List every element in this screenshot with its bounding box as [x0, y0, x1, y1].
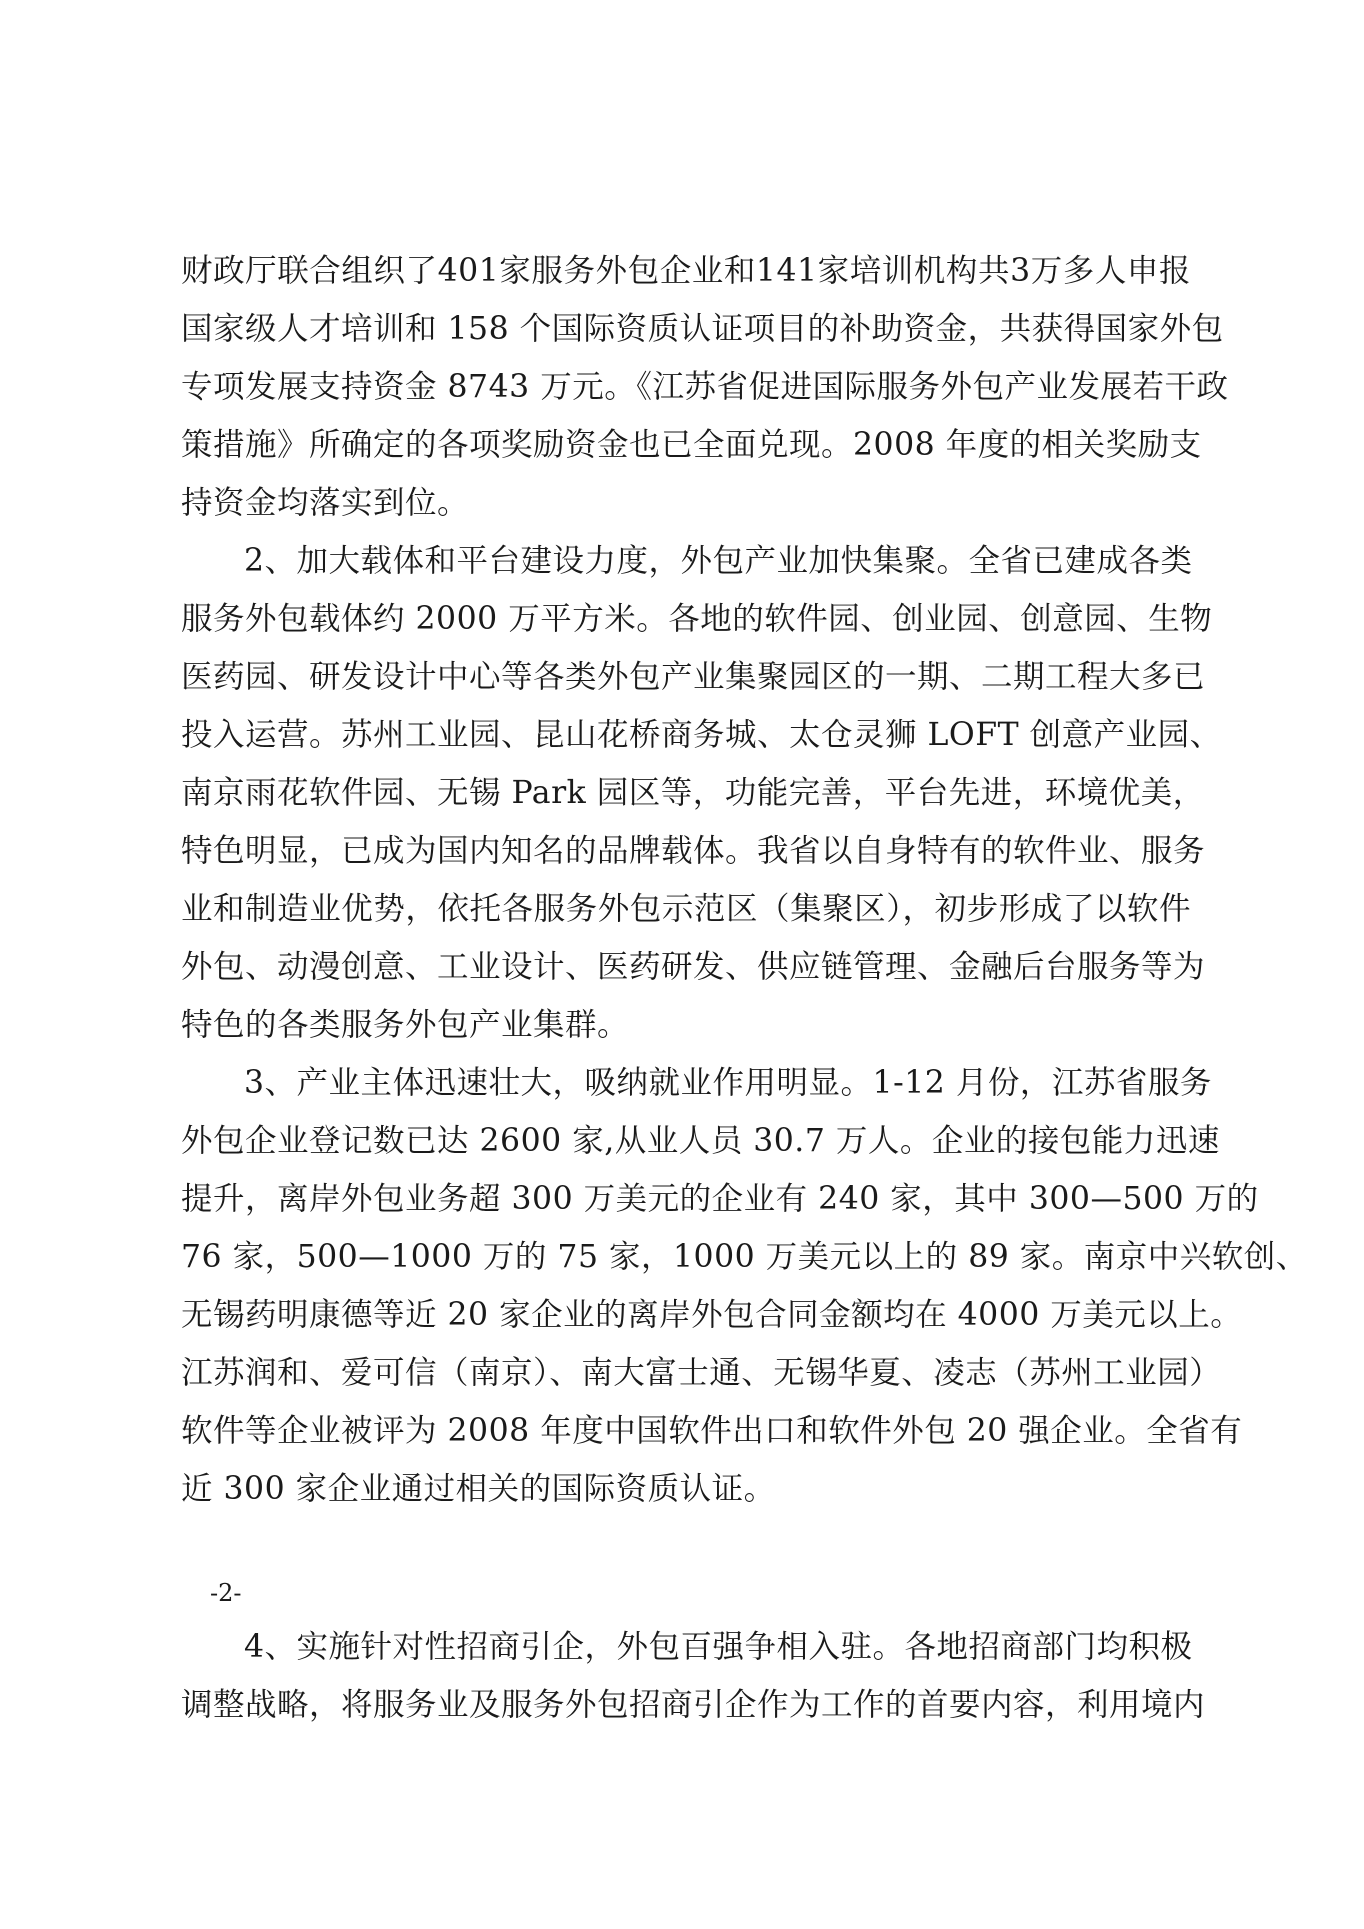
text-line: 特色的各类服务外包产业集群。 — [181, 1007, 630, 1043]
text-line: 江苏润和、爱可信（南京）、南大富士通、无锡华夏、凌志（苏州工业园） — [181, 1355, 1222, 1391]
text-line: 调整战略，将服务业及服务外包招商引企作为工作的首要内容，利用境内 — [181, 1687, 1206, 1723]
text-line: 服务外包载体约 2000 万平方米。各地的软件园、创业园、创意园、生物 — [181, 601, 1213, 637]
text-line: 软件等企业被评为 2008 年度中国软件出口和软件外包 20 强企业。全省有 — [181, 1413, 1243, 1449]
text-line: 投入运营。苏州工业园、昆山花桥商务城、太仓灵狮 LOFT 创意产业园、 — [181, 717, 1222, 753]
paragraph-start-line: 4、实施针对性招商引企，外包百强争相入驻。各地招商部门均积极 — [244, 1629, 1193, 1665]
text-line: 持资金均落实到位。 — [181, 485, 470, 521]
text-line: 特色明显，已成为国内知名的品牌载体。我省以自身特有的软件业、服务 — [181, 833, 1206, 869]
text-line: 业和制造业优势，依托各服务外包示范区（集聚区），初步形成了以软件 — [181, 891, 1191, 927]
text-line: 医药园、研发设计中心等各类外包产业集聚园区的一期、二期工程大多已 — [181, 659, 1206, 695]
text-line: 76 家，500—1000 万的 75 家，1000 万美元以上的 89 家。南京中兴软创、 — [181, 1239, 1308, 1275]
text-line: 提升，离岸外包业务超 300 万美元的企业有 240 家，其中 300—500 万的 — [181, 1181, 1259, 1217]
text-line: 南京雨花软件园、无锡 Park 园区等，功能完善，平台先进，环境优美， — [181, 775, 1205, 811]
text-line: 外包企业登记数已达 2600 家,从业人员 30.7 万人。企业的接包能力迅速 — [181, 1123, 1220, 1159]
text-line: 近 300 家企业通过相关的国际资质认证。 — [181, 1471, 776, 1507]
text-line: 国家级人才培训和 158 个国际资质认证项目的补助资金，共获得国家外包 — [181, 311, 1224, 347]
text-line: 专项发展支持资金 8743 万元。《江苏省促进国际服务外包产业发展若干政 — [181, 369, 1229, 405]
page-number: -2- — [210, 1579, 242, 1607]
text-line: 策措施》所确定的各项奖励资金也已全面兑现。2008 年度的相关奖励支 — [181, 427, 1202, 463]
text-line: 财政厅联合组织了401家服务外包企业和141家培训机构共3万多人申报 — [181, 253, 1191, 289]
paragraph-start-line: 2、加大载体和平台建设力度，外包产业加快集聚。全省已建成各类 — [244, 543, 1193, 579]
text-line: 外包、动漫创意、工业设计、医药研发、供应链管理、金融后台服务等为 — [181, 949, 1206, 985]
text-line: 无锡药明康德等近 20 家企业的离岸外包合同金额均在 4000 万美元以上。 — [181, 1297, 1243, 1333]
paragraph-start-line: 3、产业主体迅速壮大，吸纳就业作用明显。1-12 月份，江苏省服务 — [244, 1065, 1212, 1101]
